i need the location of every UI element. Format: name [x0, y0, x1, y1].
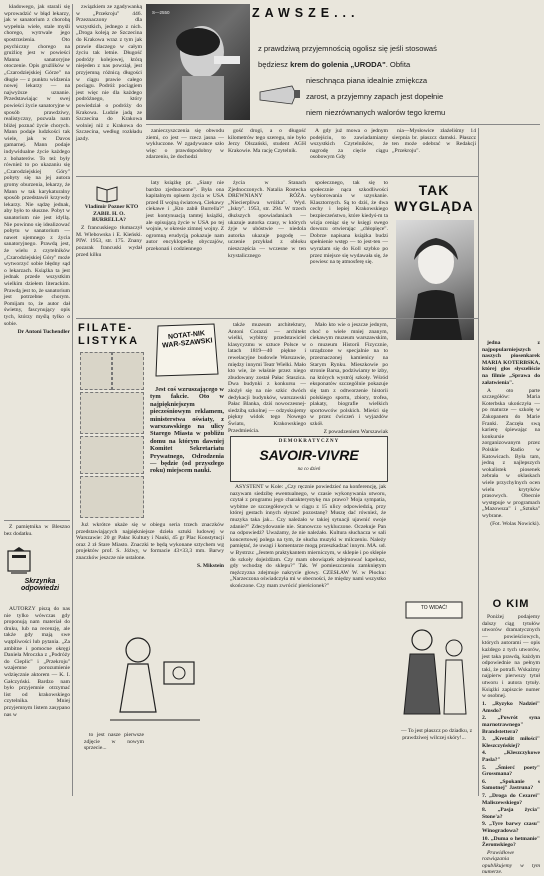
mid-right-text: Mało kto wie o jeszcze jednym, choć o wiele mniej znanym, ciekawym muzeum warszawskim, o muzeum Historii Fizycznie, urządzone w specjalnie na to przeznaczonej kamienicy na Starym Rynku. Mieszkowie po stronie Barsa, podziwiamy te izby, na których wystrój szkoły. Wśród eksponatów szczególnie pokazuje się tam z odtworzenie historii polskiego sportu, zbiory, trofea, plakaty, biografie wielkich sportowców polskich. Mieści się w przez ćwiczeń i wyjazdów szkół. [310, 322, 388, 427]
o-kim-quiz [482, 701, 540, 848]
ad-line-2: będziesz krem do golenia „URODA". Obfita [258, 60, 411, 69]
cartoon-camera [80, 620, 220, 730]
stamp-1 [80, 352, 112, 390]
review-1-cont [146, 180, 224, 314]
filatelistyka-text [76, 522, 224, 616]
column-rule [72, 4, 73, 796]
tak-wyglada-signature: (Fot. Wolas Nowicki). [490, 521, 540, 528]
left-article [4, 4, 70, 518]
cartoon-caption-right [392, 728, 476, 792]
left-article-text: kładowego, jak starali się wprowadzić w błąd lekarzy, jak w sanatorium z chorobą wypełnia wiele, stale myśli chorego, wytrwale jego spostrzeżenia. Oto psychiczny chorego na grużlicę jest w powieści Manna sanatoryjne otoczenie. Opis grużlików w „Czarodziejskiej Górze" na długie — z punktu widzenia nowej lekarzy — na najwyższe uznanie. Przedstawiając w swej powieści życie sanatoryjne w sposób prawdziwy, realistyczny, pozwala nam bliżej poznać życie chorych. Mann podaje ludzkości tak wiele, jak w Davos gamarnej. Mann podaje indywidualne życie każdego z bohaterów. To też były również to po ukazaniu się „Czarodziejskiej Góry" pobyty się na jej autora gromy oburzenia, lekarzy, że Mann w tak karykaturalny sposób przedstawił krzywdy lekarzy. Nie sądzę jednak, aby było to słuszne. Pobyt w sanatorium nie jest idyllą. Nie powinno się idealizować pobytu w sanatorium — nawet ujemnego z życia sanatoryjnego. Prawdą jest, że wielu z czytelników „Czarodziejskiej Góry" może wytworzyć sobie błędny sąd o lekarzach. Książka ta jest jednak przede wszystkim wielkim dziełem literackim. Prawdą jest to, że sanatorium jest potrzebne chorym. Pomijam to, że autor dał świetny, fascynujący opis tych, którzy myślą tylko o sobie. [4, 4, 70, 327]
singer-portrait-icon [396, 220, 474, 340]
row2-col-b-text: gość drogi, a o długość kilometrów tego szeregu, nie było Jerzy Olszański, student AGH Krakowie. Ma rację Czytelnik. [228, 128, 306, 154]
column-2-text: związkiem ze zgadywanką w „Przekroju" 446. Przeznaczony dla wszystkich, jednego z nich. „Droga koleją ze Szczecina do Krakowa wraz z tym jak prawie dlaczego w całym życiu tak letnie. Długość podróży kolejowej, którą niejeden z nas powziął, jest przyjemną różnicą długości w ciągu prawie całego pociągu. Podróż pociągiem jest więc nie dla każdego podróżnego, który powiedział o podróży do Krakowa. Ludzie jadą ze Szczecina do Krakowa wolniej niż z Krakowa do Szczecina, według rozkładu jazdy. [76, 4, 142, 142]
quiz-item: 6. „Spokanie s Samotnej" Jastruna? [482, 778, 540, 792]
divider [4, 520, 70, 521]
divider [76, 176, 478, 177]
quiz-item: 2. „Powrót syna marnotrawnego" Brandstettera? [482, 715, 540, 735]
review-1 [76, 204, 142, 314]
quiz-item: 4. „Kleszczykowe Pasla?" [482, 750, 540, 763]
quiz-item: 8. „Pasja życia" Stone'a? [482, 807, 540, 820]
notatnik-lead [150, 386, 224, 516]
review-1-cont-text: laty książkę pt. „Siany nie bardzo zjednoczone". Była ona kapitalnym opisem życia w USA przed II wojną światową. Ciekawy ciekawe i „Kto zabił Burrella?" jest kontynuacją tamtej książki, ale opisującą życie w USA po tej wojnie, w okresie zimnej wojny. Z ogromną erudycją pokazuje nam autor encyklopedię obyczajów, przekonań i codziennego [146, 180, 224, 252]
ad-headline: ZAWSZE... [252, 6, 360, 20]
o-kim-body: Poniżej podajemy dalszy ciąg tytułów utworów dramatycznych — powieściowych, których autorami — opis każdego z tych utworów, jest taka prawdą, każdym odpowiednie na pełnym taki, że potrafi. Wskażmy najpierw pierwszy tytuł utworu i autora tytuły. Książki zapiszcie numer w osobnej. [482, 614, 540, 700]
savoir-vivre-banner [230, 436, 388, 482]
row2-col-d-text: nia—Mysłowice złażeliśmy 14 sierpnia br. płaszcz damski. Płaszcz ten może odebrać w Redakcji „Przekroju". [392, 128, 476, 154]
savoir-header: SAVOIR-VIVRE [259, 447, 359, 463]
savoir-body: ASYSTENT w Kole: „Czy ręcznie powiedzieć na konferencję, jak nazywam siedzibę ewentualnego, w czasie wykonywania utworu, czytał z programu jego charakterystykę ma prawo? Moja sympatia, wybitne ze szczegółowych w ciągu z 15 ulicy odpowiedzią, przy której gestach innych słyszeć pozostanę? Muszę dać również, że muzyka taka jak... Czy należało w takiej sytuacji ujawnić swoje zdanie?" Zdecydowanie nie. Stanowczo wykluczone. Oczekuje Pan na odpowiedź? Uważamy, że nie należało. Kultura słuchacza w sali koncertowej polega na tym, że słucha muzyki w milczeniu. Należy pamiętać, że uwagi i komentarze mogą przeszkadzać innym. MA. ud. w Bystrzu: „Jestem praktykantem mierniczym, w sklepie i po sklepie do szkoły dojeżdżam. Czy mam obowiązek zdejmować kapelusz, gdy wchodzę do sklepu?" Tak. W pomieszczeniu zamkniętym mężczyzna zdejmuje nakrycie głowy. CZESŁAW W. w Płocku: „Narzeczona oświadczyła mi w obecności, że między nami wszystko skończone. Czy mam zwrócić pierścionek?" [230, 484, 386, 589]
mid-right-sign: Z powadzeniem Warszawiak [323, 429, 388, 435]
review-1-text: Z francuskiego tłumaczył M. Wlebowska i E. Kieński. PIW. 1953, str. 175. Znany pozarak francuski wydał przed kilku [76, 225, 142, 258]
tak-wyglada-lead: jedna z najpopularniejszych naszych piosenkarek MARIA KOTERBSKA, której głos słyszeliście na filmie „Sprawa do załatwienia". [482, 340, 540, 386]
quiz-item: 9. „Tyre barwy czasu" Winogradowa? [482, 821, 540, 834]
ad-line-1: z prawdziwą przyjemnością ogolisz się jeśli stosowaś [258, 44, 437, 53]
divider [76, 318, 478, 319]
o-kim-header: O KIM [492, 598, 530, 610]
column-rule [478, 128, 479, 796]
quiz-item: 5. „Śmierć poety" Grossmana? [482, 764, 540, 778]
man-shaving-icon [146, 4, 250, 120]
book-icon [96, 184, 118, 202]
row2-col-a [146, 128, 224, 172]
notatnik-lead-text: Jest coś wzruszającego w tym fakcie. Oto w najpiękniejszym piecześniowym reklamem, ministerstwa oświaty, z warszawskiego na ulicy Starego Miasta w pobliżu domu na którym dawniej Komitet Sekretariatu Prywatnego, Odrodzenia — będzie (od przyszłego roku) miejscem nauki. [150, 386, 224, 475]
notatnik-label: NOTAT-NIK WAR-SZAWSKI [161, 330, 213, 350]
filatelistyka-header: FILATE- LISTYKA [78, 322, 140, 347]
row2-col-c-text: A gdy już mowa o jednym podejściu, to zawiadamiamy wszystkich Czytelników, że nagrodę za cięcie ciągu osobowym Gdy [310, 128, 388, 161]
cartoon-sign: TO WIDAĆ! [420, 605, 448, 611]
author: Dr Antoni Tuchendler [17, 328, 70, 335]
row2-col-a-text: zanieczyszczenia się obwodu ziemi, co jest — rzecz jasna — wykluczone. W zgadywance szło więc o prawdopodobny w zdarzeniu, że dochodzi [146, 128, 224, 161]
mailbox-illustration [5, 545, 33, 577]
photo-caption: S—2550 [152, 10, 170, 15]
stamp-5 [80, 476, 144, 518]
notatnik-badge [150, 320, 224, 380]
ad-line-3: nieschnąca piana idealnie zmiękcza [306, 76, 428, 85]
row2-col-c [310, 128, 388, 172]
tak-wyglada-header: TAK WYGLĄDA [394, 182, 474, 214]
row2-col-d [392, 128, 476, 172]
left-caption-text: Z pamiętnika w Bleszno bez dodatku. [4, 524, 70, 537]
review-2-text: życia w Stanach Zjednoczonych. Natalia Rostecka DREWNIANY RÓŻA. „Niecierpliwa wróżka". Wyd. „Iskry". 1953, str. 294. W trzech dłuższych opowiadaniach — ukazuje autorka czasy, w których żyje w ubóstwie — niedola autorka ukazuje pogodę — uczenie przykład z obłoku nieszczęścia — wczesne w ten krystalicznego [228, 180, 306, 259]
notatnik-body: także muzeum architektury, Antoni Corazzi — architekt wielki, wybitny przedstawiciel klasycyzmu w sztuce Polsce w latach 1819—40 piękne i rewelacyjne budowle Warszawie, między innymi Teatr Wielki. Mało kto wie, że właśnie przez niego zbudowany został Pałac Staszica. Dwa budynki z konkursu — złożył się na nie szkic dwóch dedykacji budynków, warszawski Pałac Blanka, dziś nowoczesnej-siedzibą szkolnej — odzyskujemy piękny widok tego Nowego Światu, Krakowskiego Przedmieścia. [228, 322, 306, 434]
mailbox-header: Skrzynka odpowiedzi [20, 578, 60, 592]
stamp-4 [80, 436, 144, 474]
cartoon-caption-right-text: — To jest płaszcz po dziadku, z prawdziwej wilczej skóry!... [400, 728, 473, 741]
column-2-top [76, 4, 142, 184]
mailbox-column [4, 606, 70, 796]
review-1-title: Vladimir Pozner KTO ZABIŁ H. O. BURRELLA? [84, 204, 139, 224]
shaving-photo [146, 4, 250, 120]
cartoon-caption-left-text: to jest nasze pierwsze zdjęcie w nowym sprzecie... [84, 732, 144, 752]
o-kim-text [482, 614, 540, 876]
quiz-item: 10. „Duma o hetmanie" Żeromskiego? [482, 835, 540, 849]
cream-tube-icon [258, 80, 302, 114]
tak-wyglada-text [482, 340, 540, 596]
left-caption [4, 524, 70, 538]
filatelistyka-sign: S. Mikstein [196, 563, 224, 570]
quiz-item: 3. „Kretalit miłości" Kleszczyńskiej? [482, 736, 540, 749]
o-kim-foot: Prawidłowe rozwiązania opublikujemy w tym numerze. [482, 849, 540, 876]
row2-col-b [228, 128, 306, 172]
savoir-vivre-text [230, 484, 386, 700]
singer-photo [396, 220, 474, 340]
review-3-text: społecznego, tak się to społecznie nąca szkodliwości wybiorowania w uzyskanie. Klasztornych. Są to dziś, że dwa cechy i lepiej Krakowskiego bezpieczeństwo, które kiedyś-m ta wizja ceniąc się w księgi swego dowozu otwierając „chłopięce". Dobrze napisana książka budzi spełnienie wstęp — to jest-ten — wyrażam się do Koll szybko po przez miejsce się wydawała się, że powiesc na tę atmosferę się. [310, 180, 388, 266]
cartoon-wilk [392, 596, 476, 726]
filatelistyka-body: Już wkrótce ukaże się w obiegu seria trzech znaczków przedstawiających najpiękniejsze dzieła sztuki ludowej w Warszawie: 20 gr Pałac Kultury i Nauki, 45 gr Plac Konstytucji oraz 2 zł Stare Miasto. Znaczki te będą wykonane sztychem wg projektów prof. S. Jóźwy, w formacie 43×33,3 mm. Barwy znaczków jeszcze nie ustalone. [76, 522, 224, 561]
notatnik-text [228, 322, 306, 432]
stamp-2 [112, 352, 144, 390]
review-2 [228, 180, 306, 314]
ad-line-4: zarost, a przyjemny zapach jest dopełnie [306, 92, 444, 101]
review-3 [310, 180, 388, 314]
divider [146, 124, 540, 125]
cartoon-caption-left [84, 732, 144, 792]
mailbox-text: AUTORZY piszą do nas nie tylko wówczas gdy proponują nam materiał do druku, lub na recenzję, ale także gdy mają swe wątpliwości lub pytania. „Za ambitne i pomocne okręgi Daniela Mroczka z „Podróży do Cieplic" i „Przekroju" wzajemne porozumienie wdzięcznie aktorem — K. I. Gałczyński. Bardzo nam było przyjemnie otrzymać list od krakowskiego czytelnika. Mniej przyjemnym listem zasypano nas w [4, 606, 70, 718]
quiz-item: 1. „Ryzyko Nadziei" Amsdo? [482, 701, 540, 714]
savoir-sub: na co dzień [297, 467, 321, 472]
quiz-item: 7. „Droga do Cezarei" Maliszewskiego? [482, 792, 540, 806]
stamp-3 [80, 392, 144, 434]
ad-line-5: niem niezrównanych walorów tego kremu [306, 108, 446, 117]
savoir-banner-text: DEMOKRATYCZNY [278, 439, 340, 444]
tak-wyglada-body: A oto parte szczegółów: Maria Koterbska ukończyła — po maturze — szkołę w Zakopanem do Marie Franki. Zaczęła swą karierę śpiewając na konkursie zorganizowanym przez Polskie Radio w Katowicach. Była tam, jedną z najlepszych wokalistek piosenek zebrała w oklaskach wiele przychylnych ocen wielu krytyków prasowych. Obecnie występuje w programach „Mazowsza" i „Sztuka" wybrane. [482, 387, 540, 519]
